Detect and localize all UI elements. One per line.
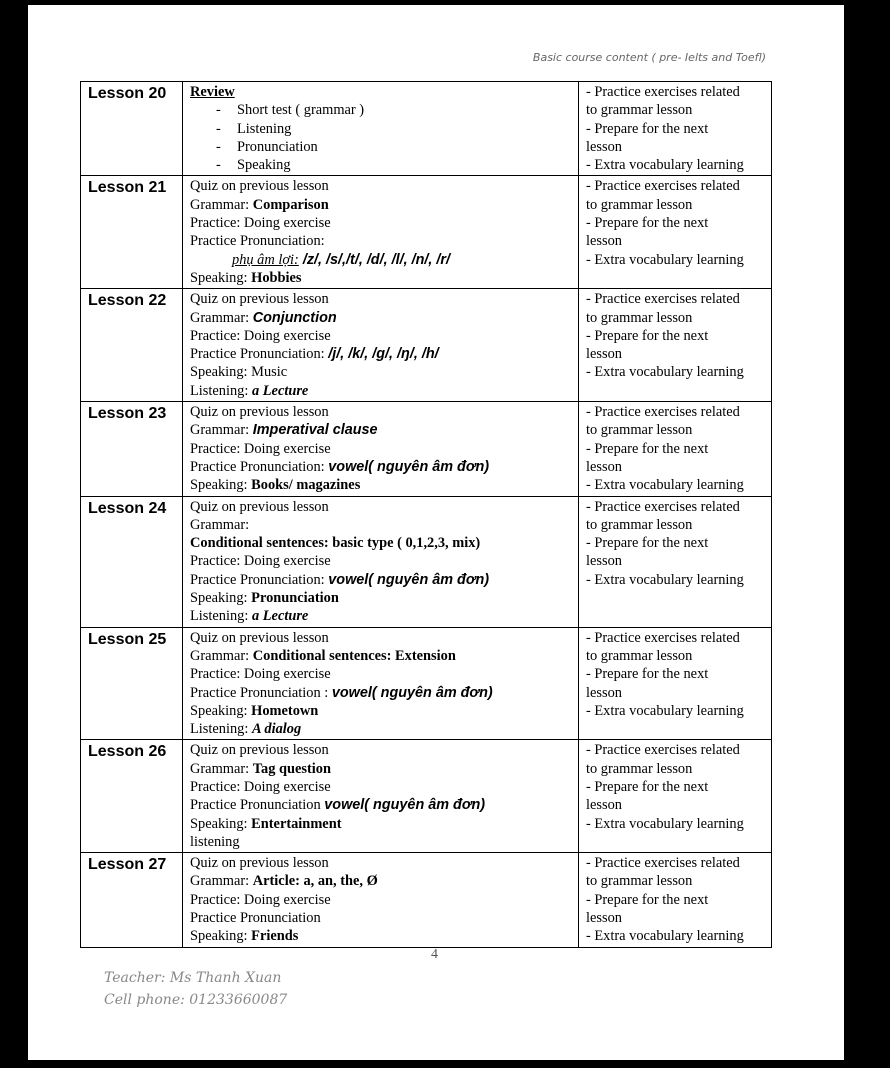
homework-line: lesson: [586, 553, 622, 570]
homework-line: to grammar lesson: [586, 196, 693, 213]
content-value: Conjunction: [252, 309, 337, 326]
content-label: Practice Pronunciation:: [190, 458, 329, 475]
content-value: Pronunciation: [251, 590, 339, 607]
content-line: [190, 476, 572, 494]
homework-line: - Prepare for the next: [586, 440, 709, 457]
content-value: A dialog: [251, 721, 302, 738]
content-line: Quiz on previous lesson: [190, 178, 329, 195]
content-label: Grammar:: [190, 196, 253, 213]
lesson-row: [81, 82, 772, 176]
content-line: Quiz on previous lesson: [190, 404, 329, 421]
content-bullet: [190, 138, 572, 156]
lesson-content: [183, 853, 579, 947]
homework-line: lesson: [586, 910, 622, 927]
content-line: Practice: Doing exercise: [190, 553, 331, 570]
content-value: Comparison: [252, 196, 329, 213]
page-header: Basic course content ( pre- Ielts and Toefl): [532, 51, 766, 64]
content-line: [190, 607, 572, 625]
homework-line: - Practice exercises related: [586, 855, 740, 872]
content-line: listening: [190, 833, 240, 850]
content-line: [190, 720, 572, 738]
content-label: Speaking:: [190, 815, 252, 832]
lesson-homework: [579, 496, 772, 627]
content-line: Practice: Doing exercise: [190, 778, 331, 795]
lesson-name: Lesson 23: [81, 402, 183, 496]
homework-line: - Practice exercises related: [586, 291, 740, 308]
homework-line: to grammar lesson: [586, 647, 693, 664]
homework-line: - Prepare for the next: [586, 778, 709, 795]
bullet-text: Short test ( grammar ): [237, 102, 365, 119]
content-label: Practice Pronunciation: [190, 797, 325, 814]
bullet-dash: -: [216, 120, 221, 137]
content-line: Practice: Doing exercise: [190, 440, 331, 457]
bullet-text: Speaking: [237, 157, 291, 174]
lesson-homework: [579, 853, 772, 947]
homework-line: - Extra vocabulary learning: [586, 928, 744, 945]
content-line: [190, 421, 572, 439]
content-value: Hobbies: [251, 269, 302, 286]
bullet-dash: -: [216, 138, 221, 155]
content-line: [190, 872, 572, 890]
homework-line: to grammar lesson: [586, 422, 693, 439]
content-line: Practice: Doing exercise: [190, 215, 331, 232]
content-line: Quiz on previous lesson: [190, 855, 329, 872]
content-label: Speaking:: [190, 590, 252, 607]
content-line: Quiz on previous lesson: [190, 742, 329, 759]
content-value: vowel( nguyên âm đơn): [328, 571, 490, 588]
homework-line: - Prepare for the next: [586, 327, 709, 344]
course-table: [80, 81, 772, 948]
content-value: a Lecture: [251, 608, 309, 625]
content-label: Speaking:: [190, 269, 252, 286]
content-bullet: [190, 156, 572, 174]
homework-line: lesson: [586, 797, 622, 814]
content-line: Practice: Doing exercise: [190, 666, 331, 683]
content-value: Tag question: [252, 760, 331, 777]
content-line: Quiz on previous lesson: [190, 629, 329, 646]
content-line: Practice Pronunciation: [190, 910, 321, 927]
homework-line: to grammar lesson: [586, 102, 693, 119]
bullet-dash: -: [216, 102, 221, 119]
content-line: [190, 647, 572, 665]
content-value: vowel( nguyên âm đơn): [331, 684, 493, 701]
homework-line: - Prepare for the next: [586, 666, 709, 683]
content-line: [190, 458, 572, 476]
content-line: Practice Pronunciation:: [190, 233, 325, 250]
lesson-homework: [579, 176, 772, 289]
bullet-text: Pronunciation: [237, 138, 318, 155]
lesson-content: [183, 627, 579, 740]
footer-phone: Cell phone: 01233660087: [104, 992, 288, 1008]
content-line: [190, 815, 572, 833]
content-value: Entertainment: [251, 815, 342, 832]
homework-line: lesson: [586, 458, 622, 475]
content-label: Speaking:: [190, 477, 252, 494]
lesson-row: [81, 402, 772, 496]
content-line: [190, 382, 572, 400]
lesson-content: [183, 402, 579, 496]
lesson-content: [183, 496, 579, 627]
lesson-content: [183, 289, 579, 402]
content-line: [190, 269, 572, 287]
content-label: Grammar:: [190, 760, 253, 777]
lesson-row: [81, 627, 772, 740]
lesson-row: [81, 496, 772, 627]
homework-line: to grammar lesson: [586, 309, 693, 326]
page-number: 4: [431, 947, 438, 962]
lesson-homework: [579, 289, 772, 402]
lesson-homework: [579, 402, 772, 496]
homework-line: lesson: [586, 346, 622, 363]
content-bullet: [190, 101, 572, 119]
lesson-row: [81, 176, 772, 289]
lesson-content: [183, 82, 579, 176]
homework-line: to grammar lesson: [586, 873, 693, 890]
homework-line: - Extra vocabulary learning: [586, 702, 744, 719]
content-line: [190, 760, 572, 778]
lesson-name: Lesson 25: [81, 627, 183, 740]
content-line: [190, 702, 572, 720]
content-line: Practice: Doing exercise: [190, 891, 331, 908]
content-label: Grammar:: [190, 309, 253, 326]
homework-line: - Prepare for the next: [586, 215, 709, 232]
bullet-dash: -: [216, 157, 221, 174]
content-line: Quiz on previous lesson: [190, 291, 329, 308]
document-page: [28, 5, 844, 1060]
content-line: Conditional sentences: basic type ( 0,1,2,3, mix): [190, 535, 481, 552]
content-label: Listening:: [190, 382, 252, 399]
content-line: [190, 309, 572, 327]
content-value: Conditional sentences: Extension: [252, 647, 456, 664]
content-line: [190, 927, 572, 945]
homework-line: - Extra vocabulary learning: [586, 157, 744, 174]
content-line: Quiz on previous lesson: [190, 498, 329, 515]
content-line: [190, 196, 572, 214]
lesson-name: Lesson 26: [81, 740, 183, 853]
content-value: /z/, /s/,/t/, /d/, /l/, /n/, /r/: [298, 251, 450, 268]
homework-line: - Practice exercises related: [586, 498, 740, 515]
content-label: Grammar:: [190, 422, 253, 439]
content-line: Practice: Doing exercise: [190, 327, 331, 344]
content-value: Hometown: [251, 702, 319, 719]
homework-line: lesson: [586, 233, 622, 250]
content-label: Practice Pronunciation:: [190, 571, 329, 588]
content-bullet: [190, 120, 572, 138]
homework-line: lesson: [586, 684, 622, 701]
lesson-name: Lesson 20: [81, 82, 183, 176]
content-value: Books/ magazines: [251, 477, 361, 494]
content-value: a Lecture: [251, 382, 309, 399]
content-line: [190, 796, 572, 814]
content-label: Grammar:: [190, 873, 253, 890]
homework-line: - Prepare for the next: [586, 891, 709, 908]
content-value: Imperatival clause: [252, 422, 378, 439]
content-label: Speaking:: [190, 928, 252, 945]
lesson-content: [183, 176, 579, 289]
homework-line: to grammar lesson: [586, 760, 693, 777]
lesson-row: [81, 289, 772, 402]
lesson-name: Lesson 27: [81, 853, 183, 947]
content-heading: Review: [190, 84, 235, 100]
content-line: [190, 251, 572, 269]
homework-line: - Practice exercises related: [586, 742, 740, 759]
homework-line: - Extra vocabulary learning: [586, 815, 744, 832]
homework-line: - Practice exercises related: [586, 629, 740, 646]
content-value: vowel( nguyên âm đơn): [324, 797, 486, 814]
content-label: phụ âm lợi:: [232, 251, 299, 268]
lesson-name: Lesson 21: [81, 176, 183, 289]
footer: [104, 967, 287, 1011]
lesson-row: [81, 740, 772, 853]
lesson-name: Lesson 22: [81, 289, 183, 402]
content-value: vowel( nguyên âm đơn): [328, 458, 490, 475]
homework-line: - Practice exercises related: [586, 178, 740, 195]
content-value: Article: a, an, the, Ø: [252, 873, 378, 890]
homework-line: - Prepare for the next: [586, 120, 709, 137]
content-label: Speaking:: [190, 702, 252, 719]
lesson-name: Lesson 24: [81, 496, 183, 627]
homework-line: to grammar lesson: [586, 516, 693, 533]
content-line: [190, 345, 572, 363]
homework-line: - Prepare for the next: [586, 535, 709, 552]
lesson-row: [81, 853, 772, 947]
content-line: Speaking: Music: [190, 364, 288, 381]
homework-line: - Extra vocabulary learning: [586, 477, 744, 494]
homework-line: - Extra vocabulary learning: [586, 364, 744, 381]
content-value: /j/, /k/, /g/, /ŋ/, /h/: [328, 346, 439, 363]
content-label: Practice Pronunciation :: [190, 684, 332, 701]
footer-teacher: Teacher: Ms Thanh Xuan: [104, 970, 282, 986]
bullet-text: Listening: [237, 120, 292, 137]
content-value: Friends: [251, 928, 299, 945]
content-line: [190, 571, 572, 589]
content-line: Grammar:: [190, 516, 250, 533]
homework-line: lesson: [586, 138, 622, 155]
content-line: [190, 589, 572, 607]
content-label: Listening:: [190, 608, 252, 625]
homework-line: - Extra vocabulary learning: [586, 251, 744, 268]
homework-line: - Extra vocabulary learning: [586, 571, 744, 588]
content-label: Listening:: [190, 721, 252, 738]
content-label: Practice Pronunciation:: [190, 346, 329, 363]
lesson-content: [183, 740, 579, 853]
homework-line: - Practice exercises related: [586, 84, 740, 100]
lesson-homework: [579, 740, 772, 853]
lesson-homework: [579, 82, 772, 176]
content-label: Grammar:: [190, 647, 253, 664]
content-line: [190, 684, 572, 702]
homework-line: - Practice exercises related: [586, 404, 740, 421]
lesson-homework: [579, 627, 772, 740]
course-table-body: [81, 82, 772, 948]
